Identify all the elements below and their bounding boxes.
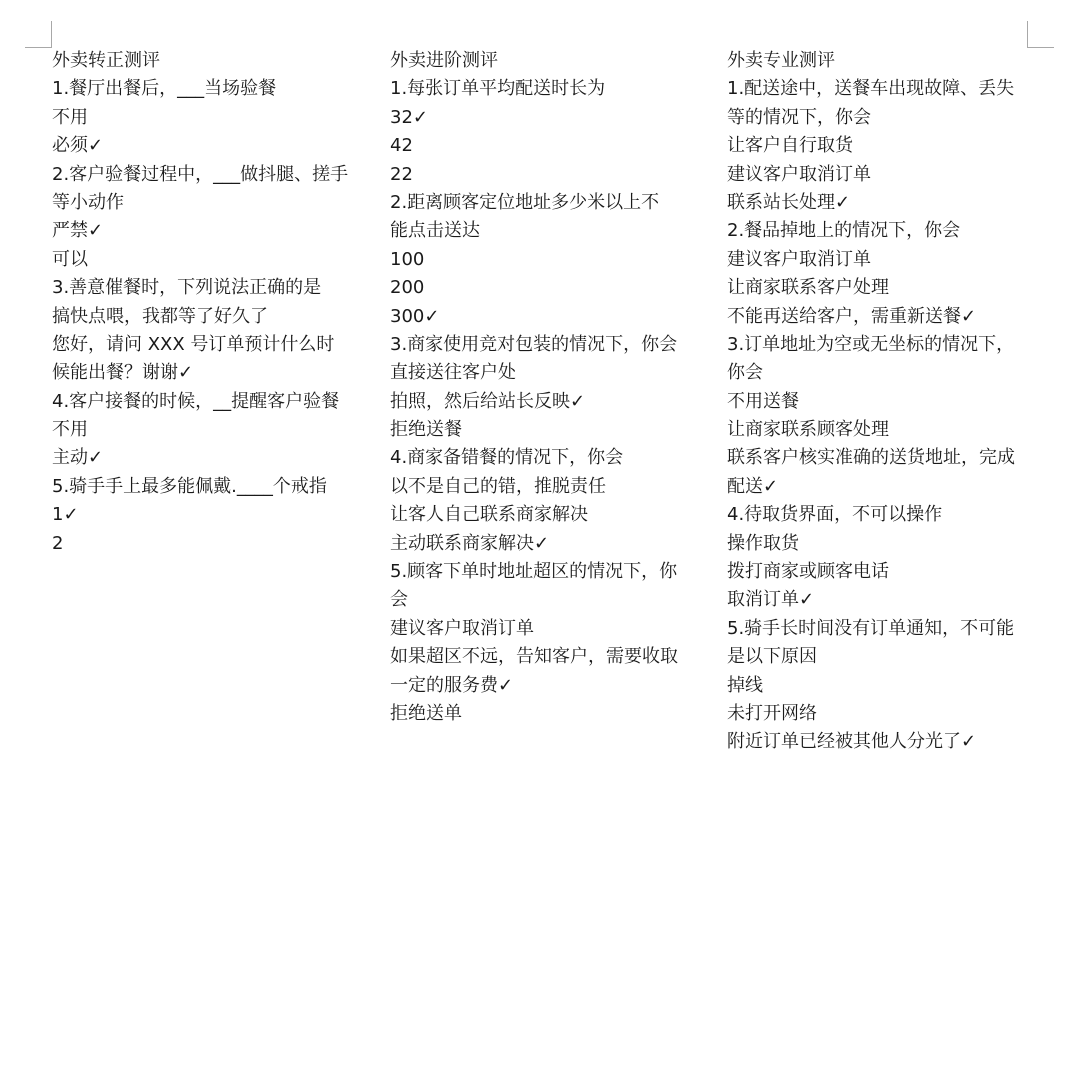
column-title: 外卖进阶测评 xyxy=(390,50,498,71)
text-line: 以不是自己的错，推脱责任 xyxy=(390,475,606,497)
text-line: 让商家联系客户处理 xyxy=(727,277,889,299)
text-line: 联系客户核实准确的送货地址，完成 xyxy=(727,447,1015,469)
text-line: 建议客户取消订单 xyxy=(390,617,534,639)
column-2 xyxy=(390,47,695,728)
text-line: 联系站长处理✓ xyxy=(727,191,851,213)
text-line: 让商家联系顾客处理 xyxy=(727,419,889,441)
text-line: 2 xyxy=(52,532,64,554)
text-line: 您好，请问 XXX 号订单预计什么时 xyxy=(52,333,335,355)
text-line: 拒绝送餐 xyxy=(390,419,462,441)
text-line: 必须✓ xyxy=(52,135,104,157)
text-line: 取消订单✓ xyxy=(727,589,815,611)
text-line: 100 xyxy=(390,248,425,270)
text-line: 不用送餐 xyxy=(727,390,799,412)
column-title: 外卖转正测评 xyxy=(52,50,160,71)
text-line: 1.每张订单平均配送时长为 xyxy=(390,78,606,100)
text-line: 42 xyxy=(390,135,413,157)
text-line: 搞快点喂，我都等了好久了 xyxy=(52,305,268,327)
column-3 xyxy=(727,47,1032,757)
column-title: 外卖专业测评 xyxy=(727,50,835,71)
text-line: 建议客户取消订单 xyxy=(727,163,871,185)
crop-mark-top-right xyxy=(1027,21,1054,48)
text-line: 掉线 xyxy=(727,674,763,696)
text-line: 5.顾客下单时地址超区的情况下，你 xyxy=(390,561,678,583)
text-line: 拒绝送单 xyxy=(390,702,462,724)
text-line: 300✓ xyxy=(390,305,440,327)
text-line: 2.餐品掉地上的情况下，你会 xyxy=(727,220,961,242)
text-line: 不能再送给客户，需重新送餐✓ xyxy=(727,305,977,327)
text-line: 1.餐厅出餐后，___当场验餐 xyxy=(52,78,277,100)
text-line: 一定的服务费✓ xyxy=(390,674,514,696)
text-line: 32✓ xyxy=(390,106,428,128)
text-line: 5.骑手手上最多能佩戴.____个戒指 xyxy=(52,475,327,497)
text-line: 会 xyxy=(390,589,408,611)
crop-mark-top-left xyxy=(25,21,52,48)
text-line: 4.客户接餐的时候，__提醒客户验餐 xyxy=(52,390,340,412)
text-line: 主动✓ xyxy=(52,447,104,469)
text-line: 如果超区不远，告知客户，需要收取 xyxy=(390,646,678,668)
text-line: 主动联系商家解决✓ xyxy=(390,532,550,554)
text-line: 建议客户取消订单 xyxy=(727,248,871,270)
text-line: 3.商家使用竞对包装的情况下，你会 xyxy=(390,333,678,355)
text-line: 3.订单地址为空或无坐标的情况下， xyxy=(727,333,1015,355)
text-line: 4.待取货界面，不可以操作 xyxy=(727,504,943,526)
text-line: 200 xyxy=(390,277,425,299)
text-line: 5.骑手长时间没有订单通知，不可能 xyxy=(727,617,1015,639)
text-line: 你会 xyxy=(727,362,763,384)
column-1 xyxy=(52,47,357,558)
text-line: 候能出餐？谢谢✓ xyxy=(52,362,194,384)
text-line: 让客人自己联系商家解决 xyxy=(390,504,588,526)
text-line: 让客户自行取货 xyxy=(727,135,853,157)
text-line: 操作取货 xyxy=(727,532,799,554)
text-line: 拨打商家或顾客电话 xyxy=(727,561,889,583)
text-line: 严禁✓ xyxy=(52,220,104,242)
text-line: 未打开网络 xyxy=(727,702,817,724)
text-line: 配送✓ xyxy=(727,475,779,497)
text-line: 22 xyxy=(390,163,413,185)
text-line: 2.客户验餐过程中，___做抖腿、搓手 xyxy=(52,163,349,185)
text-line: 等的情况下，你会 xyxy=(727,106,871,128)
text-line: 2.距离顾客定位地址多少米以上不 xyxy=(390,191,660,213)
text-line: 是以下原因 xyxy=(727,646,817,668)
text-line: 可以 xyxy=(52,248,88,270)
text-line: 附近订单已经被其他人分光了✓ xyxy=(727,731,977,753)
text-line: 1.配送途中，送餐车出现故障、丢失 xyxy=(727,78,1015,100)
text-line: 直接送往客户处 xyxy=(390,362,516,384)
text-line: 能点击送达 xyxy=(390,220,480,242)
text-line: 1✓ xyxy=(52,504,79,526)
text-line: 拍照，然后给站长反映✓ xyxy=(390,390,586,412)
text-line: 等小动作 xyxy=(52,191,124,213)
text-line: 4.商家备错餐的情况下，你会 xyxy=(390,447,624,469)
text-line: 不用 xyxy=(52,106,88,128)
text-line: 不用 xyxy=(52,419,88,441)
text-line: 3.善意催餐时，下列说法正确的是 xyxy=(52,277,322,299)
